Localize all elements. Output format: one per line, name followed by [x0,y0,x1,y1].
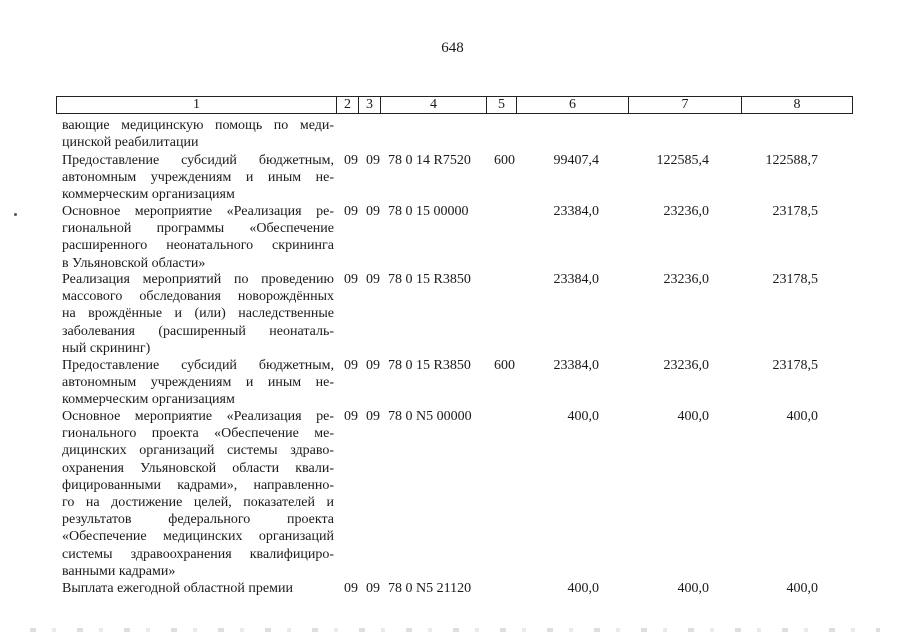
description-line: Реализация мероприятий по проведению [62,272,334,287]
col-vr: 600 [494,153,515,168]
row-description [62,152,334,204]
page-number: 648 [441,40,464,56]
col-value-2: 23236,0 [663,272,709,287]
table-header [56,96,853,114]
description-line: «Обеспечение медицинских организаций [62,529,334,545]
col-value-2: 122585,4 [656,153,709,168]
col-gr: 09 [344,204,358,219]
description-line: дицинских организаций системы здраво- [62,443,334,459]
col-gr: 09 [344,358,358,373]
description-line: Предоставление субсидий бюджетным, [62,153,334,168]
header-col-6: 6 [517,97,629,113]
scan-speck [14,213,17,216]
col-value-3: 400,0 [786,409,818,424]
description-line: ванными кадрами» [62,563,176,579]
row-description [62,408,334,580]
col-value-2: 400,0 [677,409,709,424]
description-line: Предоставление субсидий бюджетным, [62,358,334,373]
description-line: на врождённые и (или) наследственные [62,306,334,322]
col-cs: 78 0 N5 00000 [388,409,472,424]
description-line: охранения Ульяновской области квали- [62,460,334,476]
description-line: Основное мероприятие «Реализация ре- [62,204,334,219]
description-line: заболевания (расширенный неонаталь- [62,323,334,339]
col-value-2: 23236,0 [663,204,709,219]
col-cs: 78 0 14 R7520 [388,153,471,168]
header-col-2: 2 [337,97,359,113]
col-value-1: 99407,4 [553,153,599,168]
header-col-3: 3 [359,97,381,113]
description-line: расширенного неонатального скрининга [62,238,334,254]
description-line: гиональной программы «Обеспечение [62,221,334,237]
header-col-8: 8 [793,97,801,112]
description-line: цинской реабилитации [62,135,199,151]
description-line: Основное мероприятие «Реализация ре- [62,409,334,424]
description-line: массового обследования новорождённых [62,289,334,305]
col-cs: 78 0 15 00000 [388,204,469,219]
row-description [62,580,334,597]
col-rz: 09 [366,358,380,373]
header-col-7: 7 [629,97,742,113]
description-line: коммерческим организациям [62,187,235,203]
col-gr: 09 [344,272,358,287]
description-line: автономным учреждениям и иным не- [62,375,334,391]
description-line: автономным учреждениям и иным не- [62,170,334,186]
col-rz: 09 [366,581,380,596]
description-line: в Ульяновской области» [62,255,206,271]
col-value-3: 23178,5 [772,358,818,373]
description-line: результатов федерального проекта [62,512,334,528]
scan-artifact [30,628,880,632]
col-cs: 78 0 15 R3850 [388,358,471,373]
header-col-5: 5 [487,97,517,113]
col-value-1: 400,0 [567,581,599,596]
description-line: го на достижение целей, показателей и [62,495,334,511]
col-gr: 09 [344,409,358,424]
col-value-1: 400,0 [567,409,599,424]
row-description [62,203,334,272]
col-gr: 09 [344,153,358,168]
col-value-1: 23384,0 [553,272,599,287]
description-line: коммерческим организациям [62,392,235,408]
col-gr: 09 [344,581,358,596]
description-line: ный скрининг) [62,340,151,356]
col-rz: 09 [366,204,380,219]
description-line: фицированными кадрами», направленно- [62,477,334,493]
col-value-1: 23384,0 [553,204,599,219]
col-vr: 600 [494,358,515,373]
col-value-2: 400,0 [677,581,709,596]
description-line: Выплата ежегодной областной премии [62,581,293,596]
col-value-3: 23178,5 [772,204,818,219]
col-value-2: 23236,0 [663,358,709,373]
row-description [62,357,334,409]
row-description [62,271,334,357]
description-line: гионального проекта «Обеспечение ме- [62,426,334,442]
header-col-1: 1 [57,97,337,113]
col-rz: 09 [366,409,380,424]
description-line: системы здравоохранения квалифициро- [62,546,334,562]
header-col-4: 4 [381,97,487,113]
col-value-3: 400,0 [786,581,818,596]
col-value-3: 23178,5 [772,272,818,287]
col-rz: 09 [366,153,380,168]
col-rz: 09 [366,272,380,287]
description-line: вающие медицинскую помощь по меди- [62,118,334,133]
row-description [62,117,334,151]
col-cs: 78 0 N5 21120 [388,581,472,596]
col-value-1: 23384,0 [553,358,599,373]
col-cs: 78 0 15 R3850 [388,272,471,287]
col-value-3: 122588,7 [765,153,818,168]
